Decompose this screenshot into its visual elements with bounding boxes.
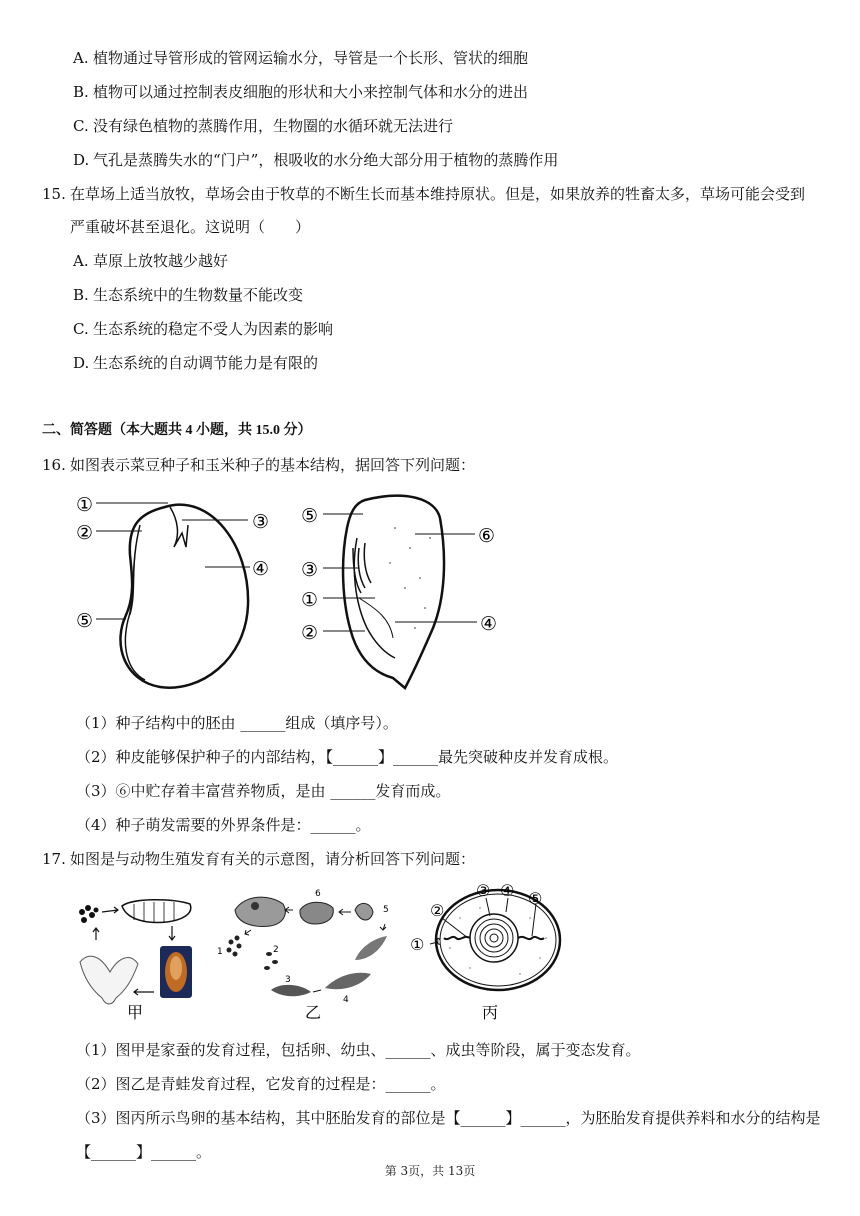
q14-option-d (73, 150, 558, 170)
frog-lifecycle-figure (215, 880, 410, 1022)
q16-sub-1: （1）种子结构中的胚由 ______组成（填序号）。 (76, 714, 398, 732)
bean-label-4: ④ (252, 558, 270, 580)
option-text: 气孔是蒸腾失水的“门户”，根吸收的水分绝大部分用于植物的蒸腾作用 (93, 151, 559, 169)
corn-label-1: ① (301, 589, 319, 611)
option-letter: C. (73, 320, 89, 338)
bean-label-2: ② (76, 522, 94, 544)
q15-option-a (73, 251, 228, 271)
corn-label-2: ② (301, 622, 319, 644)
corn-label-5: ⑤ (301, 505, 319, 527)
option-letter: C. (73, 117, 89, 135)
option-text: 生态系统的稳定不受人为因素的影响 (93, 320, 334, 338)
frog-eggs (227, 936, 242, 957)
fig-label-bing: 丙 (482, 1003, 499, 1022)
frog-stage-3: 3 (285, 975, 291, 985)
question-text: 如图表示菜豆种子和玉米种子的基本结构，据回答下列问题： (70, 456, 476, 474)
q17-sub-1: （1）图甲是家蚕的发育过程，包括卵、幼虫、______、成虫等阶段，属于变态发育。 (76, 1041, 641, 1059)
option-text: 生态系统的自动调节能力是有限的 (93, 354, 319, 372)
bean-label-5: ⑤ (76, 610, 94, 632)
fig-label-yi: 乙 (305, 1003, 322, 1022)
option-letter: A. (73, 49, 89, 67)
option-letter: B. (73, 286, 89, 304)
bean-label-1: ① (76, 494, 94, 516)
q17-sub-3: （3）图丙所示鸟卵的基本结构，其中胚胎发育的部位是【______】______，为胚胎发育提供养料和水分的结构是 (76, 1109, 821, 1127)
option-letter: D. (73, 354, 90, 372)
bird-egg-figure (410, 878, 570, 1024)
corn-label-6: ⑥ (478, 525, 496, 547)
q14-option-c (73, 116, 453, 136)
egg-label-1: ① (410, 935, 425, 954)
option-text: 植物可以通过控制表皮细胞的形状和大小来控制气体和水分的进出 (93, 83, 529, 101)
question-number: 16. (42, 456, 66, 474)
bean-label-3: ③ (252, 511, 270, 533)
frog-stage-6: 6 (315, 889, 321, 899)
corn-seed-figure (295, 488, 510, 693)
egg-label-3: ③ (476, 881, 491, 900)
page-footer: 第 3页，共 13页 (384, 1164, 476, 1178)
option-letter: A. (73, 252, 89, 270)
q15-stem-line2: 严重破坏甚至退化。这说明（ ） (70, 218, 311, 236)
q15-option-b (73, 285, 303, 305)
frog-stage-2: 2 (273, 945, 279, 955)
fig-label-jia: 甲 (127, 1003, 144, 1022)
corn-label-4: ④ (480, 613, 498, 635)
section-heading: 二、简答题（本大题共 4 小题，共 15.0 分） (42, 423, 312, 438)
frog-stage-4: 4 (343, 995, 349, 1005)
q17-stem (42, 849, 475, 869)
egg-label-4: ④ (500, 881, 515, 900)
q15-stem-line1 (42, 184, 805, 204)
option-text: 没有绿色植物的蒸腾作用，生物圈的水循环就无法进行 (93, 117, 454, 135)
q17-sub-3-cont: 【______】______。 (76, 1143, 212, 1161)
question-text: 在草场上适当放牧，草场会由于牧草的不断生长而基本维持原状。但是，如果放养的牲畜太多，草场可能会受到 (70, 185, 806, 203)
question-text: 如图是与动物生殖发育有关的示意图，请分析回答下列问题： (70, 850, 476, 868)
option-letter: D. (73, 151, 90, 169)
frog-stage-1: 1 (217, 947, 223, 957)
question-number: 15. (42, 185, 66, 203)
q14-option-a (73, 48, 528, 68)
q17-sub-2: （2）图乙是青蛙发育过程，它发育的过程是：______。 (76, 1075, 446, 1093)
egg-label-5: ⑤ (528, 889, 543, 908)
q15-option-d (73, 353, 318, 373)
silkworm-eggs (79, 905, 99, 923)
bean-seed-figure (70, 485, 285, 700)
q15-option-c (73, 319, 333, 339)
option-letter: B. (73, 83, 89, 101)
question-number: 17. (42, 850, 66, 868)
q16-sub-2: （2）种皮能够保护种子的内部结构，【______】______最先突破种皮并发育成根。 (76, 748, 619, 766)
q16-sub-3: （3）⑥中贮存着丰富营养物质，是由 ______发育而成。 (76, 782, 451, 800)
q16-stem (42, 455, 475, 475)
frog-stage-5: 5 (383, 905, 389, 915)
q16-sub-4: （4）种子萌发需要的外界条件是：______。 (76, 816, 371, 834)
q14-option-b (73, 82, 528, 102)
corn-label-3: ③ (301, 559, 319, 581)
silkworm-lifecycle-figure (72, 880, 202, 1022)
option-text: 草原上放牧越少越好 (93, 252, 229, 270)
option-text: 生态系统中的生物数量不能改变 (93, 286, 304, 304)
egg-label-2: ② (430, 901, 445, 920)
option-text: 植物通过导管形成的管网运输水分，导管是一个长形、管状的细胞 (93, 49, 529, 67)
